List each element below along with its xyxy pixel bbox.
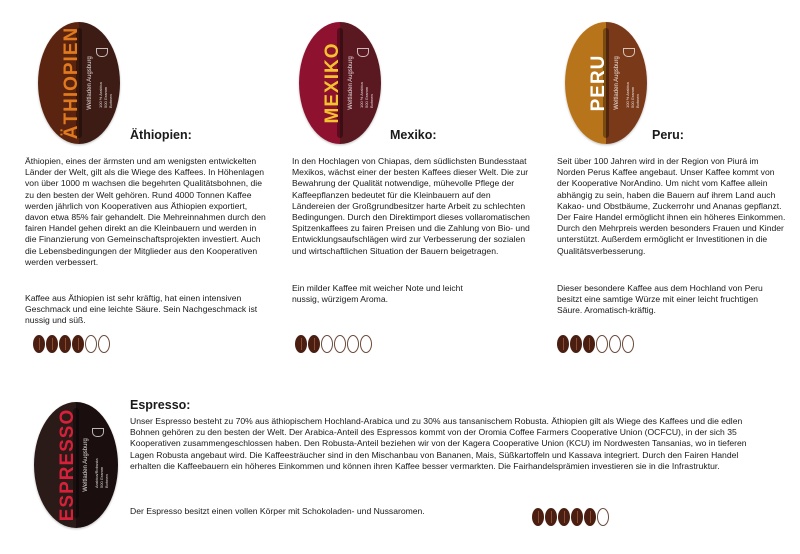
espresso-title: Espresso: <box>130 398 191 412</box>
aethiopien-bean-label <box>38 22 120 144</box>
bean-empty-icon <box>609 335 621 353</box>
bean-shop-name: Weltladen Augsburg <box>87 56 93 110</box>
bean-shop-name: Weltladen Augsburg <box>83 438 89 492</box>
peru-bean-label <box>565 22 647 144</box>
bean-filled-icon <box>545 508 557 526</box>
bean-filled-icon <box>59 335 71 353</box>
mexiko-bean-label <box>299 22 381 144</box>
bean-filled-icon <box>557 335 569 353</box>
bean-empty-icon <box>85 335 97 353</box>
bean-name: PERU <box>588 54 609 112</box>
mexiko-rating <box>295 335 372 353</box>
aethiopien-title: Äthiopien: <box>130 128 192 142</box>
bean-filled-icon <box>583 335 595 353</box>
aethiopien-taste: Kaffee aus Äthiopien ist sehr kräftig, hat einen intensiven Geschmack und eine leichte Säure. Sein Nachgeschmack ist nussig und süß. <box>25 293 258 326</box>
bean-filled-icon <box>558 508 570 526</box>
bean-empty-icon <box>347 335 359 353</box>
bean-name: ÄTHIOPIEN <box>61 26 82 140</box>
peru-rating <box>557 335 634 353</box>
mexiko-title: Mexiko: <box>390 128 437 142</box>
bean-empty-icon <box>596 335 608 353</box>
espresso-bean-label <box>34 402 118 528</box>
espresso-description: Unser Espresso besteht zu 70% aus äthiopischem Hochland-Arabica und zu 30% aus tansanischem Robusta. Äthiopien gilt als Wiege des Kaffees und die edlen Bohnen gehören zu den besten der Welt. Der Arabica-Anteil des Espressos kommt von der Oromia Coffee Farmers Cooperative Union (OCFCU), in der sich 35 Kooperativen zusammengeschlossen haben. Den Robusta-Anteil beziehen wir von der Kagera Cooperative Union (KCU) im Nordwesten Tansanias, wo in tieferen Lagen Robusta angebaut wird. Die Kaffeesträucher sind in den Mischanbau von Bananen, Mais, Süßkartoffeln und Kassava integriert. Durch den Fairen Handel erhalten die Kaffeebauern ein höheres Einkommen und können ihren Kaffee besser vermarkten. Die Fairhandelsprämien investieren sie in die Infrastruktur. <box>130 416 747 471</box>
aethiopien-rating <box>33 335 110 353</box>
bean-empty-icon <box>98 335 110 353</box>
bean-name: MEXIKO <box>322 42 343 124</box>
bean-filled-icon <box>33 335 45 353</box>
bean-filled-icon <box>295 335 307 353</box>
peru-description: Seit über 100 Jahren wird in der Region von Piurá im Norden Perus Kaffee angebaut. Unser Kaffee kommt von der Kooperative NorAndino. Um nicht vom Kaffee allein abhängig zu sein, haben die Bauern auf ihrem Land auch Kakao- und Obstbäume, Zuckerrohr und Ananas gepflanzt. Der Faire Handel ermöglicht ihnen ein höheres Einkommen. Durch den Mehrpreis werden besonders Frauen und Kinder unterstützt. Außerdem ermöglicht er Investitionen in die Qualitätsverbesserung. <box>557 156 786 256</box>
bean-empty-icon <box>597 508 609 526</box>
bean-spec: 100 % Arabica 500 Gramm Bohnen <box>359 82 374 108</box>
peru-title: Peru: <box>652 128 684 142</box>
espresso-rating <box>532 508 609 526</box>
bean-filled-icon <box>46 335 58 353</box>
bean-spec: 100 % Arabica 500 Gramm Bohnen <box>625 82 640 108</box>
bean-spec: Arabica/Robusta 500 Gramm Bohnen <box>94 458 109 488</box>
coffee-cup-icon <box>357 48 369 57</box>
bean-filled-icon <box>571 508 583 526</box>
bean-empty-icon <box>321 335 333 353</box>
bean-filled-icon <box>570 335 582 353</box>
bean-shop-name: Weltladen Augsburg <box>348 56 354 110</box>
coffee-cup-icon <box>96 48 108 57</box>
espresso-taste: Der Espresso besitzt einen vollen Körper mit Schokoladen- und Nussaromen. <box>130 506 425 516</box>
mexiko-taste: Ein milder Kaffee mit weicher Note und leicht nussig, würzigem Aroma. <box>292 283 463 305</box>
bean-name: ESPRESSO <box>57 408 78 522</box>
coffee-cup-icon <box>92 428 104 437</box>
peru-taste: Dieser besondere Kaffee aus dem Hochland von Peru besitzt eine samtige Würze mit einer leicht fruchtigen Säure. Aromatisch-kräftig. <box>557 283 763 316</box>
mexiko-description: In den Hochlagen von Chiapas, dem südlichsten Bundesstaat Mexikos, wächst einer der besten Kaffees dieser Welt. Die zur Bewahrung der Qualität notwendige, mühevolle Pflege der Kaffeepflanzen bedeutet für die Kleinbauern auf den Ländereien der Großgrundbesitzer harte Arbeit zu schlechten Bedingungen. Durch den Direktimport dieses vollaromatischen Spitzenkaffees zu fairen Preisen und die Zahlung von Bio- und Entwicklungsaufschlägen wird zur Verbesserung der sozialen und wirtschaftlichen Situation der Bauern beigetragen. <box>292 156 530 256</box>
bean-filled-icon <box>584 508 596 526</box>
bean-empty-icon <box>334 335 346 353</box>
aethiopien-description: Äthiopien, eines der ärmsten und am wenigsten entwickelten Länder der Welt, gilt als die Wiege des Kaffees. In Höhenlagen von über 1000 m wachsen die begehrten Qualitätsbohnen, die zu den besten der Welt gehören. Rund 4000 Tonnen Kaffee werden jährlich von Kooperativen aus Äthiopien exportiert, davon etwa 85% fair gehandelt. Die Mehreinnahmen durch den fairen Handel gehen direkt an die Kleinbauern und werden in die Finanzierung von Gemeinschaftsprojekten investiert. Auch die Lebensbedingungen der Mitglieder aus den Kooperativen werden verbessert. <box>25 156 266 267</box>
bean-filled-icon <box>308 335 320 353</box>
bean-shop-name: Weltladen Augsburg <box>614 56 620 110</box>
bean-spec: 100 % Arabica 500 Gramm Bohnen <box>98 82 113 108</box>
bean-empty-icon <box>360 335 372 353</box>
bean-filled-icon <box>532 508 544 526</box>
bean-filled-icon <box>72 335 84 353</box>
bean-empty-icon <box>622 335 634 353</box>
coffee-cup-icon <box>623 48 635 57</box>
